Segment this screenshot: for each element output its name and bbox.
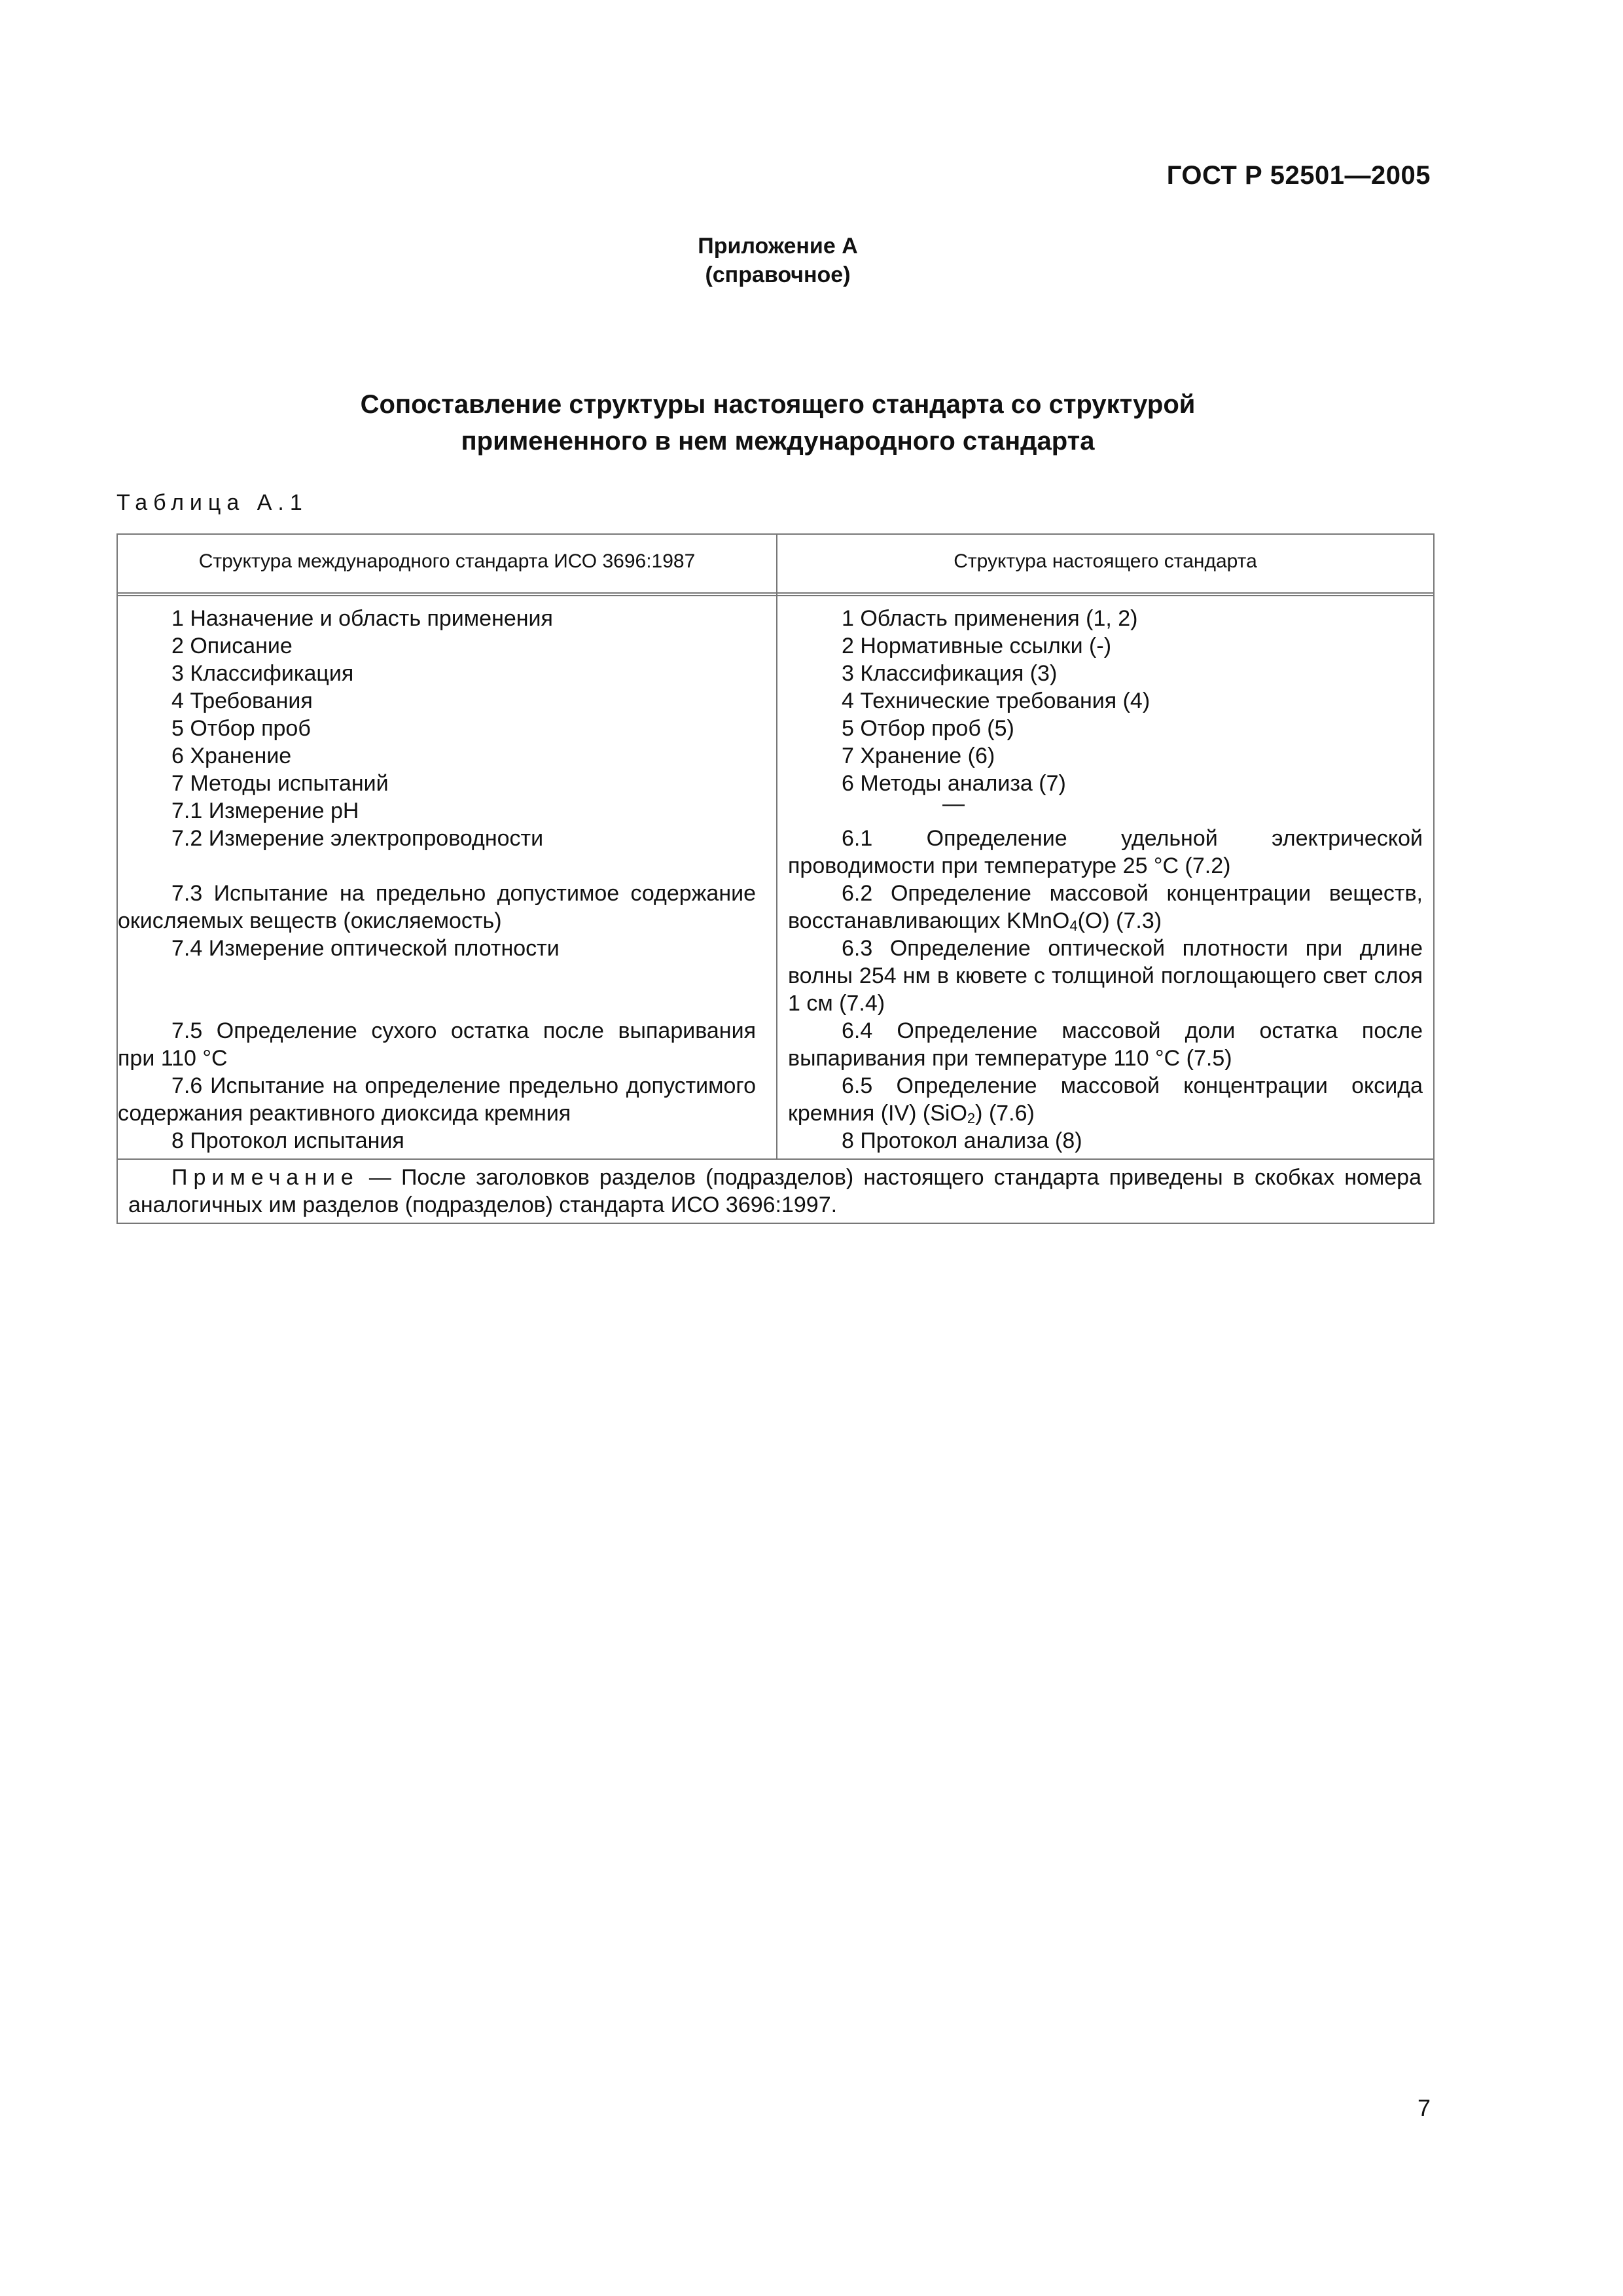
page-number: 7 — [1418, 2094, 1431, 2121]
annex-label: Приложение А — [698, 234, 858, 259]
right-item-5: 5 Отбор проб (5) — [842, 716, 1014, 741]
left-item-4: 4 Требования — [171, 689, 313, 713]
right-item-3: 3 Классификация (3) — [842, 661, 1058, 686]
page-title — [0, 386, 1556, 459]
right-item-6-1: 6.1 Определение удельной электрической проводимости при температуре 25 °С (7.2) — [788, 826, 1423, 878]
document-number: ГОСТ Р 52501—2005 — [1166, 161, 1431, 190]
right-item-4: 4 Технические требования (4) — [842, 689, 1150, 713]
right-item-6-2 — [788, 880, 1423, 935]
right-item-2: 2 Нормативные ссылки (-) — [842, 634, 1112, 658]
no-equivalent-dash: — — [942, 791, 965, 816]
left-item-2: 2 Описание — [171, 634, 293, 658]
subscript-4: 4 — [1069, 918, 1078, 934]
left-item-3: 3 Классификация — [171, 661, 354, 686]
right-item-1: 1 Область применения (1, 2) — [842, 606, 1138, 631]
header-divider — [118, 592, 1433, 596]
table-caption: Таблица А.1 — [116, 490, 308, 515]
right-item-8: 8 Протокол анализа (8) — [842, 1128, 1082, 1153]
header-this-standard: Структура настоящего стандарта — [954, 550, 1257, 572]
left-item-6: 6 Хранение — [171, 744, 292, 768]
annex-type: (справочное) — [705, 262, 851, 287]
annex-heading — [0, 232, 1556, 289]
left-item-7-3: 7.3 Испытание на предельно допустимое содержание окисляемых веществ (окисляемость) — [118, 881, 756, 933]
header-iso-structure: Структура международного стандарта ИСО 3696:1987 — [198, 550, 696, 572]
table-note — [118, 1164, 1433, 1219]
right-item-6: 7 Хранение (6) — [842, 744, 995, 768]
right-item-6-2-text: 6.2 Определение массовой концентрации веществ, восстанавливающих KMnO — [788, 881, 1423, 933]
left-item-7: 7 Методы испытаний — [171, 771, 389, 796]
title-line-1: Сопоставление структуры настоящего стандарта со структурой — [360, 390, 1196, 419]
right-item-6-5 — [788, 1072, 1423, 1127]
left-item-7-2: 7.2 Измерение электропроводности — [171, 826, 544, 851]
right-item-7: 6 Методы анализа (7) — [842, 771, 1066, 796]
left-item-5: 5 Отбор проб — [171, 716, 311, 741]
left-item-7-5: 7.5 Определение сухого остатка после выпаривания при 110 °С — [118, 1018, 756, 1071]
comparison-table — [116, 533, 1435, 1224]
note-label: Примечание — [171, 1165, 359, 1190]
left-item-1: 1 Назначение и область применения — [171, 606, 553, 631]
note-text: — После заголовков разделов (подразделов) настоящего стандарта приведены в скобках номера аналогичных им разделов (подразделов) стандарта ИСО 3696:1997. — [128, 1165, 1421, 1217]
title-line-2: примененного в нем международного стандарта — [461, 427, 1095, 456]
note-divider — [118, 1158, 1433, 1160]
right-item-6-2-tail: (О) (7.3) — [1077, 908, 1162, 933]
right-item-6-3: 6.3 Определение оптической плотности при длине волны 254 нм в кювете с толщиной поглощающего свет слоя 1 см (7.4) — [788, 936, 1423, 1016]
left-item-7-1: 7.1 Измерение pH — [171, 798, 359, 823]
right-item-6-4: 6.4 Определение массовой доли остатка после выпаривания при температуре 110 °С (7.5) — [788, 1018, 1423, 1071]
left-item-7-4: 7.4 Измерение оптической плотности — [171, 936, 560, 961]
left-item-7-6: 7.6 Испытание на определение предельно допустимого содержания реактивного диоксида кремния — [118, 1073, 756, 1126]
right-item-6-5-text: 6.5 Определение массовой концентрации оксида кремния (IV) (SiO — [788, 1073, 1423, 1126]
subscript-2: 2 — [967, 1110, 976, 1126]
right-item-6-5-tail: ) (7.6) — [975, 1101, 1035, 1126]
left-item-8: 8 Протокол испытания — [171, 1128, 404, 1153]
